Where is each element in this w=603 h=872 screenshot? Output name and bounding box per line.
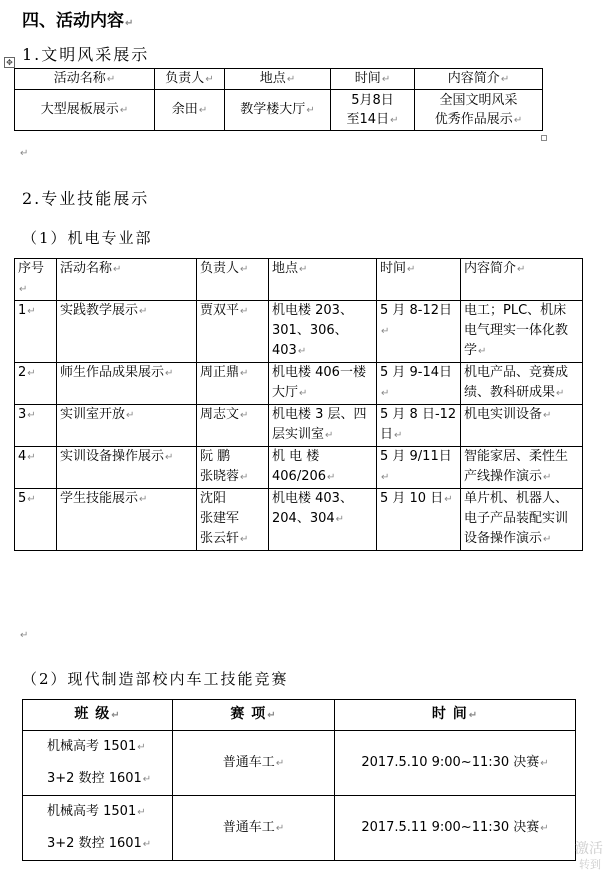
table-header-cell: 活动名称↵ <box>15 69 155 90</box>
table-cell: 5↵ <box>15 489 57 551</box>
event-cell: 普通车工↵ <box>173 731 335 796</box>
table-row <box>15 447 583 489</box>
subsection-title-2: 2.专业技能展示 <box>22 189 150 208</box>
table-header-cell: 内容简介↵ <box>415 69 543 90</box>
table-cell: 5月8日 至14日↵ <box>331 90 415 131</box>
table-row <box>15 363 583 405</box>
table-cell: 实训设备操作展示↵ <box>57 447 197 489</box>
table-header-cell: 班 级↵ <box>23 700 173 731</box>
table-header-cell: 赛 项↵ <box>173 700 335 731</box>
table-wenming <box>14 68 543 131</box>
table-header-cell: 活动名称↵ <box>57 259 197 301</box>
activation-watermark-sub: 转到 <box>579 858 601 871</box>
table-header-cell: 内容简介↵ <box>461 259 583 301</box>
table-resize-handle-icon[interactable] <box>541 135 547 141</box>
table-cell: 沈阳 张建军 张云轩↵ <box>197 489 269 551</box>
time-cell: 2017.5.10 9:00~11:30 决赛↵ <box>335 731 576 796</box>
table-cell: 5 月 9/11日↵ <box>377 447 461 489</box>
empty-paragraph: ↵ <box>20 630 29 641</box>
table-cell: 全国文明风采 优秀作品展示↵ <box>415 90 543 131</box>
table-row <box>15 489 583 551</box>
table-cell: 5 月 8 日-12 日↵ <box>377 405 461 447</box>
class-name: 机械高考 1501↵ <box>47 739 146 754</box>
time-cell: 2017.5.11 9:00~11:30 决赛↵ <box>335 796 576 861</box>
table-header-cell: 序号↵ <box>15 259 57 301</box>
subsection-title-2a: （1）机电专业部 <box>22 229 153 247</box>
table-cell: 周正鼎↵ <box>197 363 269 405</box>
class-cell <box>23 796 173 861</box>
table-cell: 师生作品成果展示↵ <box>57 363 197 405</box>
table-header-cell: 负责人↵ <box>197 259 269 301</box>
section-title: 四、活动内容↵ <box>22 11 134 31</box>
table-cell: 实训室开放↵ <box>57 405 197 447</box>
table-header-cell: 地点↵ <box>269 259 377 301</box>
table-chegong <box>22 699 576 861</box>
table-header-cell: 地点↵ <box>225 69 331 90</box>
class-cell <box>23 731 173 796</box>
table-cell: 机 电 楼 406/206↵ <box>269 447 377 489</box>
subsection-title-2b: （2）现代制造部校内车工技能竞赛 <box>22 670 289 688</box>
table-cell: 学生技能展示↵ <box>57 489 197 551</box>
table-cell: 5 月 8-12日↵ <box>377 301 461 363</box>
table-header-cell: 时 间↵ <box>335 700 576 731</box>
table-row <box>23 731 576 796</box>
table-cell: 实践教学展示↵ <box>57 301 197 363</box>
table-cell: 周志文↵ <box>197 405 269 447</box>
table-cell: 机电楼 203、301、306、403↵ <box>269 301 377 363</box>
table-header-cell: 时间↵ <box>377 259 461 301</box>
table-header-cell: 负责人↵ <box>155 69 225 90</box>
table-cell: 机电产品、竞赛成绩、教科研成果↵ <box>461 363 583 405</box>
table-cell: 4↵ <box>15 447 57 489</box>
table-cell: 单片机、机器人、电子产品装配实训设备操作演示↵ <box>461 489 583 551</box>
activation-watermark: 激活 <box>575 841 603 857</box>
subsection-title-1: 1.文明风采展示 <box>22 45 150 64</box>
table-cell: 5 月 10 日↵ <box>377 489 461 551</box>
table-cell: 余田↵ <box>155 90 225 131</box>
table-header-row <box>15 259 583 301</box>
table-cell: 电工；PLC、机床电气理实一体化教学↵ <box>461 301 583 363</box>
table-header-cell: 时间↵ <box>331 69 415 90</box>
table-cell: 1↵ <box>15 301 57 363</box>
class-name: 3+2 数控 1601↵ <box>47 836 152 851</box>
table-cell: 2↵ <box>15 363 57 405</box>
table-row <box>23 796 576 861</box>
table-cell: 5 月 9-14日↵ <box>377 363 461 405</box>
table-cell: 3↵ <box>15 405 57 447</box>
table-row <box>15 301 583 363</box>
table-cell: 机电楼 3 层、四层实训室↵ <box>269 405 377 447</box>
event-cell: 普通车工↵ <box>173 796 335 861</box>
table-jidian <box>14 258 583 551</box>
table-cell: 机电实训设备↵ <box>461 405 583 447</box>
table-cell: 大型展板展示↵ <box>15 90 155 131</box>
table-cell: 智能家居、柔性生产线操作演示↵ <box>461 447 583 489</box>
empty-paragraph: ↵ <box>20 148 29 159</box>
table-move-handle-icon[interactable]: ✥ <box>4 57 15 68</box>
table-header-row <box>23 700 576 731</box>
table-cell: 机电楼 403、204、304↵ <box>269 489 377 551</box>
class-name: 机械高考 1501↵ <box>47 804 146 819</box>
table-cell: 教学楼大厅↵ <box>225 90 331 131</box>
table-row <box>15 405 583 447</box>
table-cell: 阮 鹏 张晓蓉↵ <box>197 447 269 489</box>
table-cell: 贾双平↵ <box>197 301 269 363</box>
class-name: 3+2 数控 1601↵ <box>47 771 152 786</box>
table-cell: 机电楼 406一楼大厅↵ <box>269 363 377 405</box>
